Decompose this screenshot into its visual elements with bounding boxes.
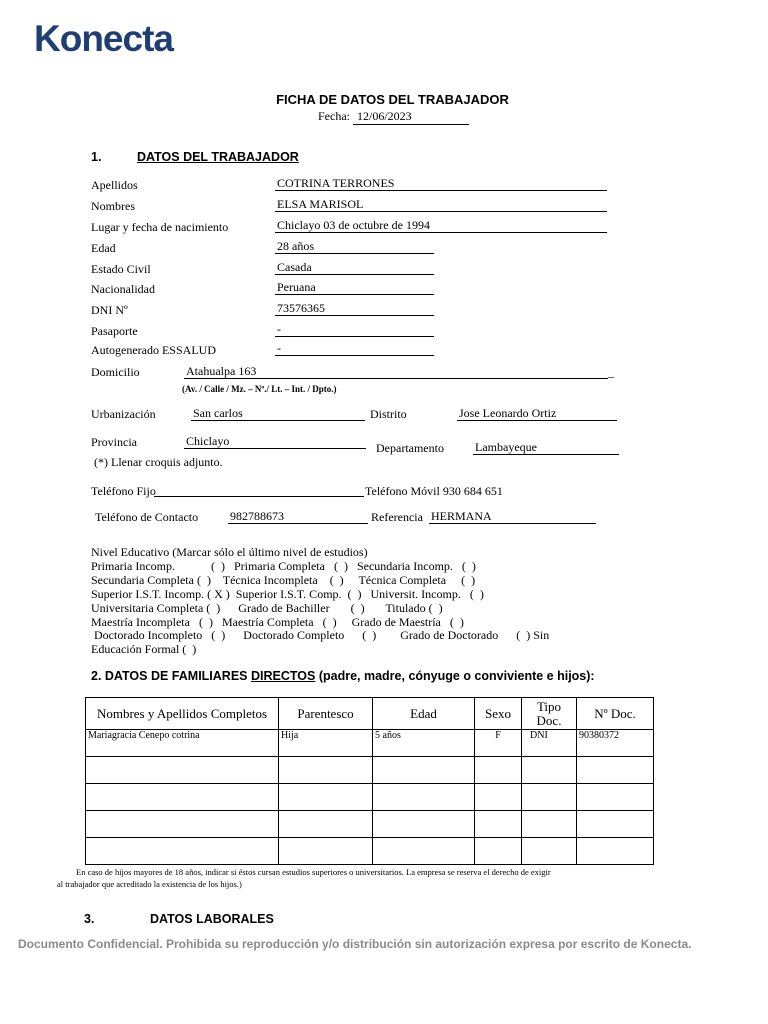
pasaporte-label: Pasaporte — [91, 324, 138, 338]
konecta-logo: Konecta — [34, 18, 173, 59]
telefono-movil[interactable]: Teléfono Móvil 930 684 651 — [365, 484, 503, 498]
section2-title-prefix: 2. DATOS DE FAMILIARES — [91, 669, 251, 683]
cell-tipo-doc[interactable] — [522, 811, 577, 838]
section2-title-suffix: (padre, madre, cónyuge o conviviente e hijos): — [315, 669, 595, 683]
domicilio-field[interactable]: Atahualpa 163 — [184, 364, 608, 379]
section2-title — [91, 669, 595, 683]
hijos-note-line1: En caso de hijos mayores de 18 años, indicar si éstos cursan estudios superiores o universitarios. La empresa se reserva el derecho de exigir — [76, 867, 551, 877]
domicilio-label: Domicilio — [91, 365, 140, 379]
section1-title: DATOS DEL TRABAJADOR — [137, 150, 299, 164]
cell-nombres[interactable] — [86, 811, 279, 838]
estado-civil-label: Estado Civil — [91, 262, 151, 276]
cell-sexo[interactable] — [475, 757, 522, 784]
urbanizacion-label: Urbanización — [91, 407, 156, 421]
telefono-fijo-label: Teléfono Fijo — [91, 484, 156, 498]
table-row — [86, 757, 654, 784]
dni-field[interactable]: 73576365 — [275, 301, 434, 316]
col-header-parentesco: Parentesco — [279, 698, 373, 730]
departamento-label: Departamento — [376, 441, 444, 455]
cell-nombres[interactable] — [86, 784, 279, 811]
pasaporte-field[interactable]: - — [275, 322, 434, 337]
col-header-sexo: Sexo — [475, 698, 522, 730]
nacionalidad-field[interactable]: Peruana — [275, 280, 434, 295]
table-row — [86, 784, 654, 811]
essalud-field[interactable]: - — [275, 341, 434, 356]
estado-civil-field[interactable]: Casada — [275, 260, 434, 275]
date-value[interactable]: 12/06/2023 — [353, 109, 469, 125]
cell-tipo-doc[interactable] — [522, 838, 577, 865]
apellidos-label: Apellidos — [91, 178, 138, 192]
provincia-field[interactable]: Chiclayo — [184, 434, 366, 449]
date-row — [318, 109, 469, 125]
apellidos-field[interactable]: COTRINA TERRONES — [275, 176, 607, 191]
cell-sexo[interactable] — [475, 784, 522, 811]
domicilio-hint: (Av. / Calle / Mz. – Nº./ Lt. – Int. / Dpto.) — [182, 384, 337, 394]
table-row — [86, 838, 654, 865]
telefono-fijo-field[interactable] — [154, 482, 364, 497]
departamento-field[interactable]: Lambayeque — [473, 440, 619, 455]
referencia-label: Referencia — [371, 510, 423, 524]
nivel-educativo-heading: Nivel Educativo (Marcar sólo el último nivel de estudios) — [91, 545, 368, 559]
cell-parentesco[interactable] — [279, 838, 373, 865]
cell-tipo-doc[interactable] — [522, 757, 577, 784]
cell-edad[interactable] — [373, 838, 475, 865]
cell-parentesco[interactable] — [279, 784, 373, 811]
form-title: FICHA DE DATOS DEL TRABAJADOR — [276, 92, 509, 107]
nombres-label: Nombres — [91, 199, 135, 213]
cell-edad[interactable] — [373, 757, 475, 784]
referencia-field[interactable]: HERMANA — [429, 509, 596, 524]
nombres-field[interactable]: ELSA MARISOL — [275, 197, 607, 212]
cell-nombres[interactable]: Mariagracia Cenepo cotrina — [86, 730, 279, 757]
col-header-tipo-doc: Tipo Doc. — [522, 698, 577, 730]
cell-nombres[interactable] — [86, 838, 279, 865]
section3-title: DATOS LABORALES — [150, 912, 274, 926]
confidential-footer: Documento Confidencial. Prohibida su reproducción y/o distribución sin autorización expresa por escrito de Konecta. — [18, 937, 692, 951]
nivel-educativo-line[interactable]: Secundaria Completa ( ) Técnica Incompleta ( ) Técnica Completa ( ) — [91, 573, 476, 587]
telefono-contacto-label: Teléfono de Contacto — [95, 510, 199, 524]
cell-num-doc[interactable]: 90380372 — [577, 730, 654, 757]
cell-num-doc[interactable] — [577, 838, 654, 865]
nivel-educativo-line[interactable]: Maestría Incompleta ( ) Maestría Completa ( ) Grado de Maestría ( ) — [91, 615, 464, 629]
nivel-educativo-line[interactable]: Doctorado Incompleto ( ) Doctorado Completo ( ) Grado de Doctorado ( ) Sin — [91, 628, 550, 642]
cell-tipo-doc[interactable]: DNI — [522, 730, 577, 757]
nivel-educativo-line[interactable]: Educación Formal ( ) — [91, 642, 197, 656]
nacimiento-field[interactable]: Chiclayo 03 de octubre de 1994 — [275, 218, 607, 233]
section1-number: 1. — [91, 150, 102, 164]
nivel-educativo-line[interactable]: Universitaria Completa ( ) Grado de Bachiller ( ) Titulado ( ) — [91, 601, 443, 615]
croquis-note: (*) Llenar croquis adjunto. — [94, 455, 223, 469]
cell-parentesco[interactable] — [279, 757, 373, 784]
telefono-contacto-field[interactable]: 982788673 — [228, 509, 368, 524]
edad-label: Edad — [91, 241, 116, 255]
col-header-nombres: Nombres y Apellidos Completos — [86, 698, 279, 730]
section3-number: 3. — [84, 912, 95, 926]
familiares-table — [85, 697, 654, 865]
cell-tipo-doc[interactable] — [522, 784, 577, 811]
cell-edad[interactable]: 5 años — [373, 730, 475, 757]
nacionalidad-label: Nacionalidad — [91, 282, 155, 296]
cell-parentesco[interactable] — [279, 811, 373, 838]
distrito-field[interactable]: Jose Leonardo Ortiz — [457, 406, 617, 421]
table-row — [86, 730, 654, 757]
urbanizacion-field[interactable]: San carlos — [191, 406, 365, 421]
distrito-label: Distrito — [370, 407, 407, 421]
cell-sexo[interactable] — [475, 838, 522, 865]
nivel-educativo-line[interactable]: Superior I.S.T. Incomp. ( X ) Superior I.S.T. Comp. ( ) Universit. Incomp. ( ) — [91, 587, 484, 601]
cell-edad[interactable] — [373, 811, 475, 838]
cell-nombres[interactable] — [86, 757, 279, 784]
cell-num-doc[interactable] — [577, 757, 654, 784]
cell-num-doc[interactable] — [577, 784, 654, 811]
dni-label: DNI Nº — [91, 303, 128, 317]
section2-title-underlined: DIRECTOS — [250, 669, 316, 683]
nacimiento-label: Lugar y fecha de nacimiento — [91, 220, 229, 234]
nivel-educativo-line[interactable]: Primaria Incomp. ( ) Primaria Completa ( ) Secundaria Incomp. ( ) — [91, 559, 476, 573]
cell-num-doc[interactable] — [577, 811, 654, 838]
table-row — [86, 811, 654, 838]
col-header-edad: Edad — [373, 698, 475, 730]
cell-edad[interactable] — [373, 784, 475, 811]
domicilio-trail: _ — [608, 365, 614, 379]
provincia-label: Provincia — [91, 435, 137, 449]
col-header-num-doc: Nº Doc. — [577, 698, 654, 730]
date-label: Fecha: — [318, 109, 350, 123]
cell-sexo[interactable] — [475, 811, 522, 838]
essalud-label: Autogenerado ESSALUD — [91, 343, 216, 357]
edad-field[interactable]: 28 años — [275, 239, 434, 254]
hijos-note-line2: al trabajador que acreditado la existencia de los hijos.) — [57, 879, 242, 889]
cell-parentesco[interactable]: Hija — [279, 730, 373, 757]
cell-sexo[interactable]: F — [475, 730, 522, 757]
